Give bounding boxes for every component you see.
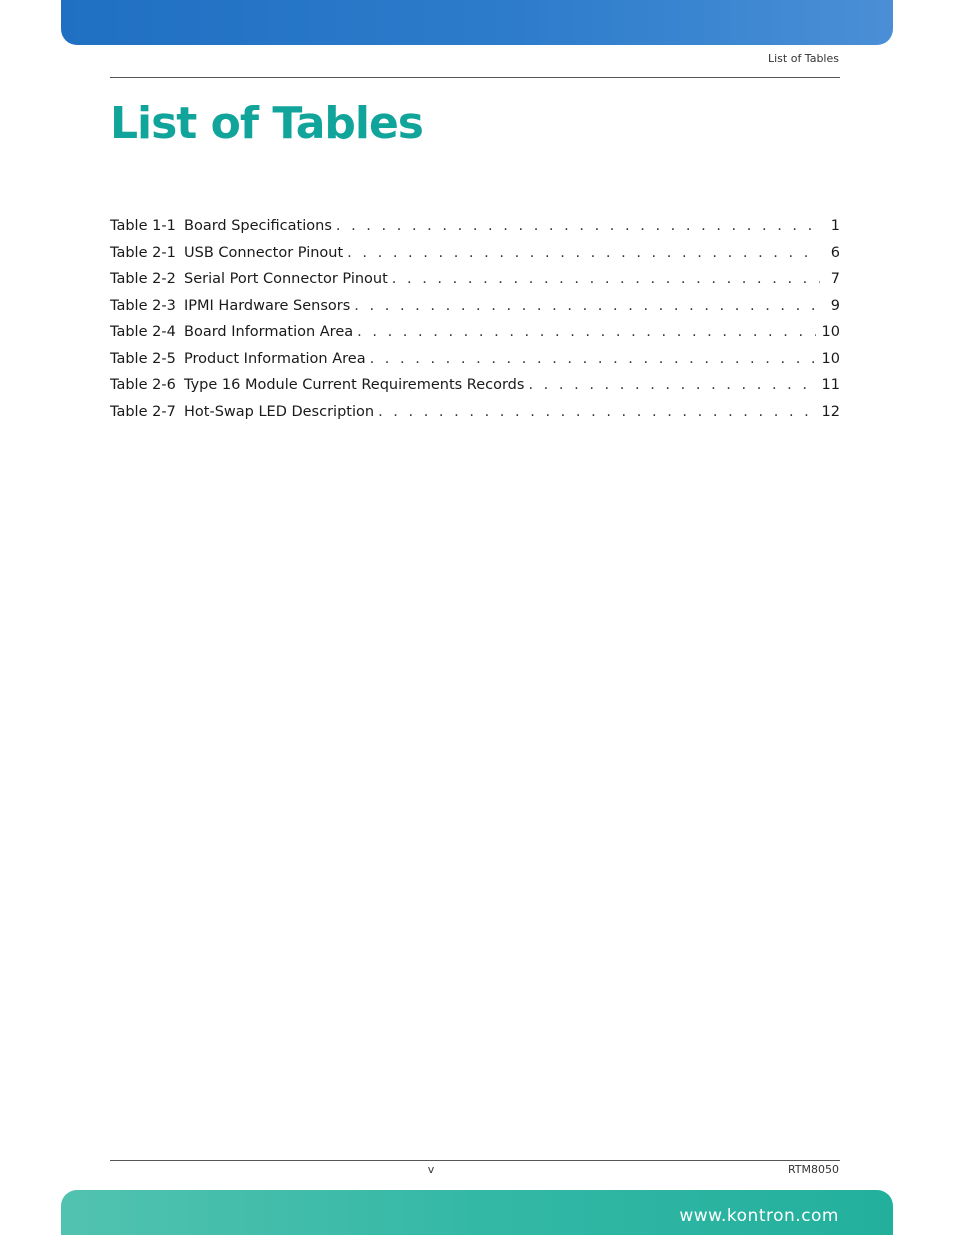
toc-entry-page: 1 <box>830 218 840 234</box>
toc-entry[interactable] <box>110 404 840 431</box>
dot-leader <box>357 324 815 340</box>
dot-leader <box>370 351 816 367</box>
dot-leader <box>336 218 820 234</box>
dot-leader <box>354 298 820 314</box>
toc-entry[interactable] <box>110 351 840 378</box>
toc-entry-title: Board Information Area <box>184 324 354 340</box>
toc-entry-number: Table 2-5 <box>110 350 176 367</box>
dot-leader <box>528 377 815 393</box>
toc-entry-page: 12 <box>821 403 840 420</box>
toc-entry-title: Type 16 Module Current Requirements Records <box>184 377 525 393</box>
footer-page-number: v <box>427 1163 435 1176</box>
list-of-tables <box>110 218 840 430</box>
toc-entry-title: Serial Port Connector Pinout <box>184 271 388 287</box>
toc-entry-number: Table 1-1 <box>110 218 176 234</box>
toc-entry-title: IPMI Hardware Sensors <box>184 297 351 314</box>
toc-entry[interactable] <box>110 245 840 272</box>
toc-entry-title: USB Connector Pinout <box>184 244 344 261</box>
toc-entry-number: Table 2-6 <box>110 377 176 393</box>
top-banner <box>61 0 893 45</box>
toc-entry-number: Table 2-3 <box>110 297 176 314</box>
running-header: List of Tables <box>767 52 839 65</box>
toc-entry-number: Table 2-1 <box>110 244 176 261</box>
toc-entry-page: 6 <box>830 244 840 261</box>
toc-entry[interactable] <box>110 377 840 404</box>
website-link[interactable]: www.kontron.com <box>679 1206 839 1226</box>
toc-entry-title: Board Specifications <box>184 218 332 234</box>
toc-entry-title: Product Information Area <box>184 350 366 367</box>
toc-entry-number: Table 2-7 <box>110 403 176 420</box>
toc-entry-number: Table 2-2 <box>110 271 176 287</box>
footer-document-id: RTM8050 <box>787 1163 839 1176</box>
dot-leader <box>392 271 820 287</box>
footer-divider <box>110 1160 840 1161</box>
toc-entry[interactable] <box>110 298 840 325</box>
toc-entry-page: 9 <box>830 297 840 314</box>
dot-leader <box>347 245 820 261</box>
dot-leader <box>378 404 815 420</box>
toc-entry-page: 10 <box>821 324 840 340</box>
toc-entry-title: Hot-Swap LED Description <box>184 403 375 420</box>
toc-entry-page: 7 <box>830 271 840 287</box>
toc-entry[interactable] <box>110 218 840 245</box>
toc-entry-page: 10 <box>821 350 840 367</box>
toc-entry[interactable] <box>110 271 840 298</box>
page-title: List of Tables <box>110 98 423 149</box>
toc-entry[interactable] <box>110 324 840 351</box>
toc-entry-page: 11 <box>821 377 840 393</box>
toc-entry-number: Table 2-4 <box>110 324 176 340</box>
header-divider <box>110 77 840 78</box>
bottom-banner <box>61 1190 893 1235</box>
